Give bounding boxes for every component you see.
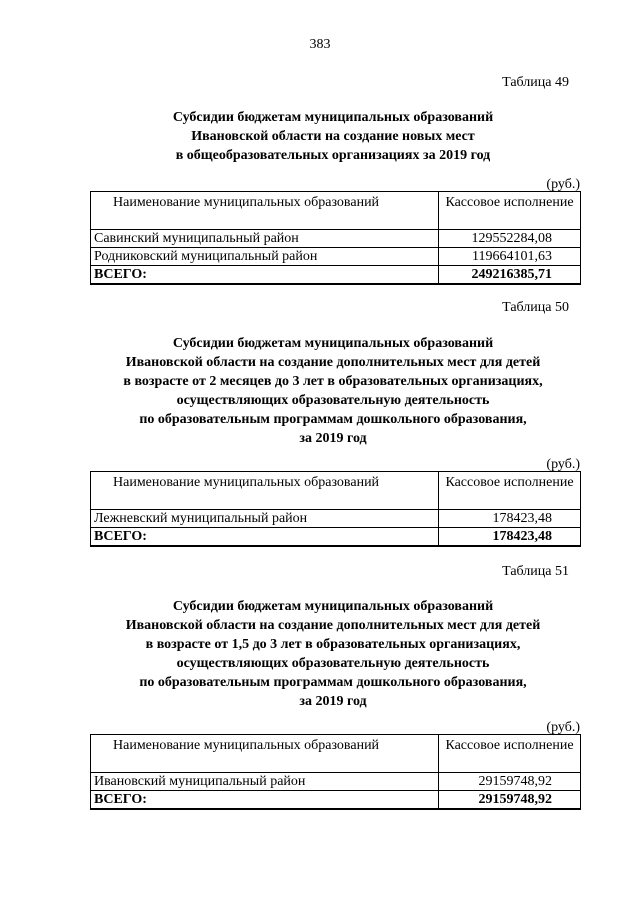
row-value: 178423,48 [439, 510, 581, 528]
row-name: Лежневский муниципальный район [91, 510, 439, 528]
table-header-row [91, 472, 581, 510]
header-name: Наименование муниципальных образований [91, 735, 439, 773]
row-value: 129552284,08 [439, 230, 581, 248]
row-name: Ивановский муниципальный район [91, 773, 439, 791]
row-name: Савинский муниципальный район [91, 230, 439, 248]
total-name: ВСЕГО: [91, 791, 439, 810]
title-line: Субсидии бюджетам муниципальных образований [172, 599, 494, 614]
table-49-label: Таблица 49 [502, 75, 569, 90]
title-line: в общеобразовательных организациях за 2019 год [175, 148, 491, 163]
title-line: по образовательным программам дошкольного образования, [139, 412, 527, 427]
page-number: 383 [309, 37, 331, 52]
total-name: ВСЕГО: [91, 266, 439, 285]
header-value: Кассовое исполнение [439, 192, 581, 230]
header-name: Наименование муниципальных образований [91, 472, 439, 510]
total-row [91, 528, 581, 547]
title-line: осуществляющих образовательную деятельность [176, 656, 490, 671]
table-row [91, 773, 581, 791]
total-row [91, 266, 581, 285]
table-51-unit: (руб.) [546, 720, 580, 735]
title-line: осуществляющих образовательную деятельность [176, 393, 490, 408]
title-line: Субсидии бюджетам муниципальных образований [172, 336, 494, 351]
title-line: Субсидии бюджетам муниципальных образований [172, 110, 494, 125]
header-name: Наименование муниципальных образований [91, 192, 439, 230]
title-line: за 2019 год [299, 431, 367, 446]
table-51-title [0, 597, 640, 711]
title-line: за 2019 год [299, 694, 367, 709]
total-value: 29159748,92 [439, 791, 581, 810]
table-50-title [0, 334, 640, 448]
table-49-unit: (руб.) [546, 177, 580, 192]
table-header-row [91, 735, 581, 773]
row-value: 119664101,63 [439, 248, 581, 266]
table-51-label: Таблица 51 [502, 564, 569, 579]
title-line: Ивановской области на создание дополнительных мест для детей [125, 618, 541, 633]
total-value: 178423,48 [439, 528, 581, 547]
table-50-label: Таблица 50 [502, 300, 569, 315]
table-49-title [0, 108, 640, 165]
title-line: Ивановской области на создание дополнительных мест для детей [125, 355, 541, 370]
header-value: Кассовое исполнение [439, 735, 581, 773]
row-value: 29159748,92 [439, 773, 581, 791]
title-line: Ивановской области на создание новых мест [191, 129, 475, 144]
table-51 [90, 734, 581, 810]
table-50-unit: (руб.) [546, 457, 580, 472]
title-line: в возрасте от 2 месяцев до 3 лет в образовательных организациях, [123, 374, 543, 389]
table-row [91, 510, 581, 528]
row-name: Родниковский муниципальный район [91, 248, 439, 266]
total-row [91, 791, 581, 810]
table-header-row [91, 192, 581, 230]
title-line: в возрасте от 1,5 до 3 лет в образовательных организациях, [145, 637, 521, 652]
table-49 [90, 191, 581, 285]
table-row [91, 230, 581, 248]
table-50 [90, 471, 581, 547]
table-row [91, 248, 581, 266]
total-name: ВСЕГО: [91, 528, 439, 547]
title-line: по образовательным программам дошкольного образования, [139, 675, 527, 690]
header-value: Кассовое исполнение [439, 472, 581, 510]
total-value: 249216385,71 [439, 266, 581, 285]
